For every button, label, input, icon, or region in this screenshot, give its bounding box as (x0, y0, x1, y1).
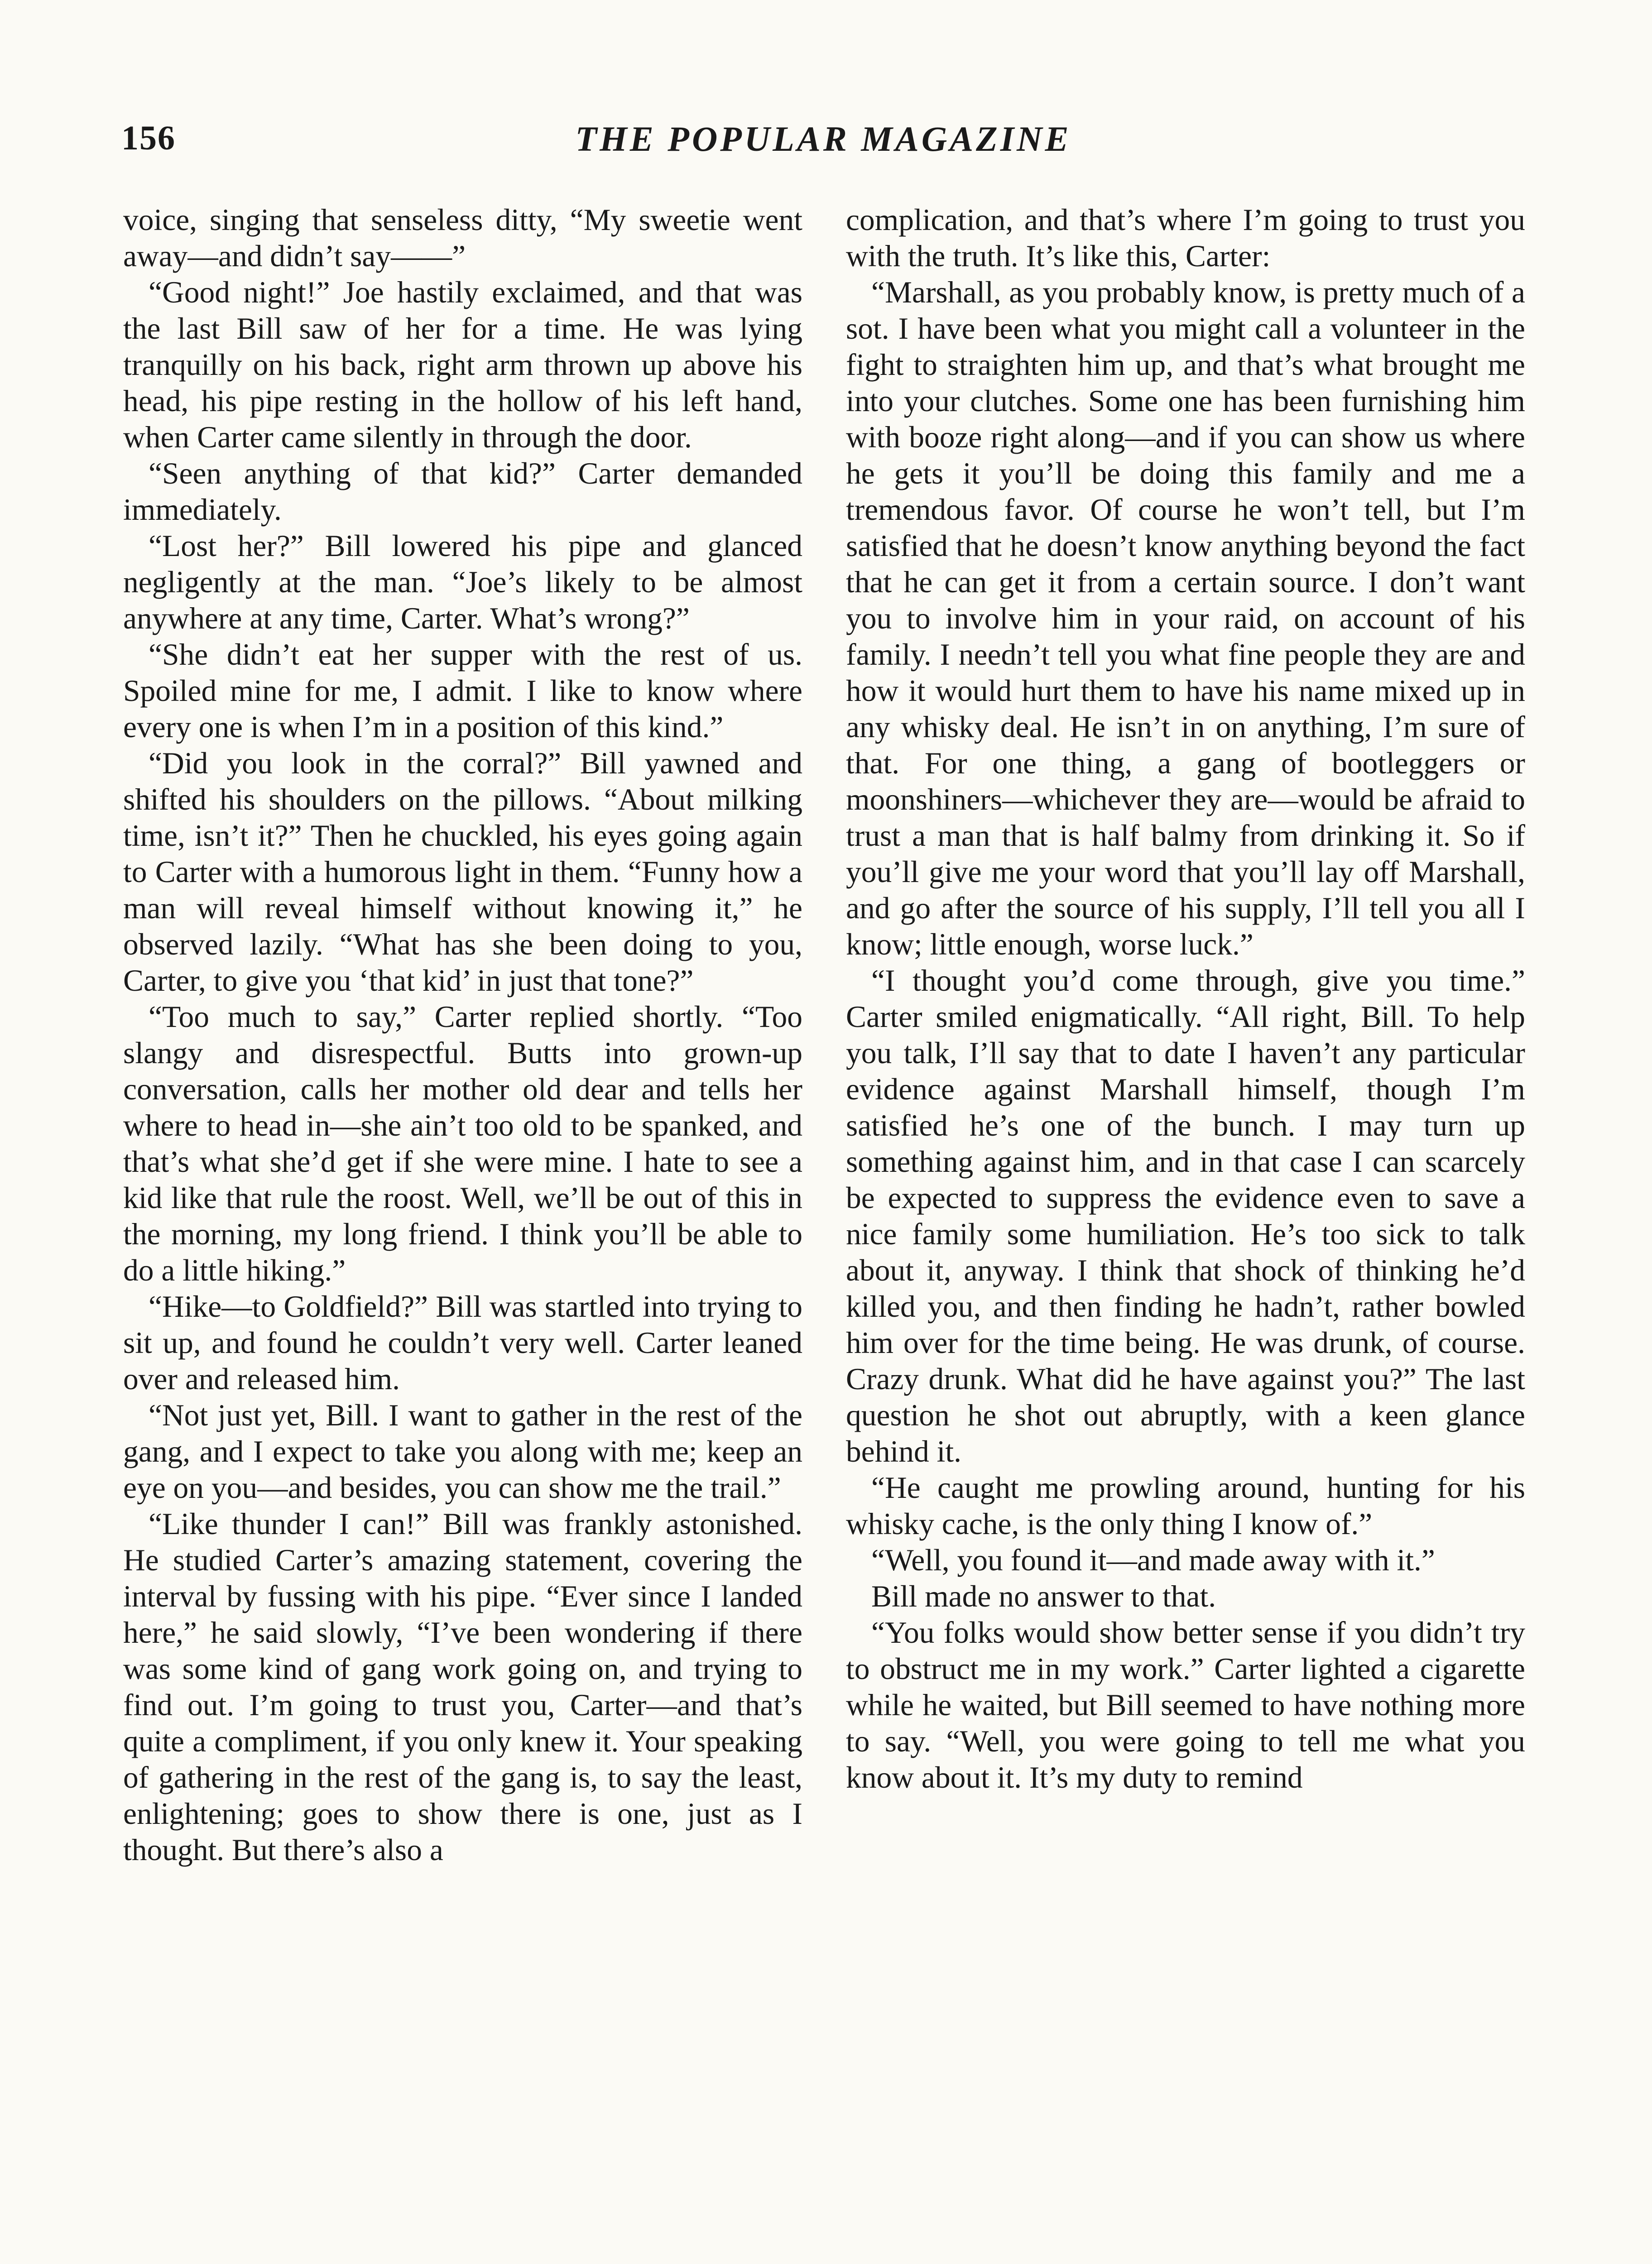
right-column (846, 202, 1525, 2264)
page-number: 156 (121, 119, 176, 157)
paragraph: “Well, you found it—and made away with it.” (871, 1543, 1435, 1577)
paragraph: “Not just yet, Bill. I want to gather in the rest of the gang, and I expect to take you along with me; keep an eye on you—and besides, you can show me the trail.” (123, 1398, 802, 1505)
paragraph: “I thought you’d come through, give you time.” Carter smiled enigmatically. “All right, Bill. To help you talk, I’ll say that to date I haven’t any particular evidence against Marshall himself, though I’m satisfied he’s one of the bunch. I may turn up something against him, and in that case I can scarcely be expected to suppress the evidence even to save a nice family some humiliation. He’s too sick to talk about it, anyway. I think that shock of thinking he’d killed you, and then finding he hadn’t, rather bowled him over for the time being. He was drunk, of course. Crazy drunk. What did he have against you?” The last question he shot out abruptly, with a keen glance behind it. (846, 964, 1525, 1468)
running-title: THE POPULAR MAGAZINE (575, 119, 1071, 158)
paragraph: “Good night!” Joe hastily exclaimed, and that was the last Bill saw of her for a time. He was lying tranquilly on his back, right arm thrown up above his head, his pipe resting in the hollow of his left hand, when Carter came silently in through the door. (123, 275, 802, 454)
paragraph: “He caught me prowling around, hunting for his whisky cache, is the only thing I know of.” (846, 1471, 1525, 1541)
paragraph: “Like thunder I can!” Bill was frankly astonished. He studied Carter’s amazing statement, covering the interval by fussing with his pipe. “Ever since I landed here,” he said slowly, “I’ve been wondering if there was some kind of gang work going on, and trying to find out. I’m going to trust you, Carter—and that’s quite a compliment, if you only knew it. Your speaking of gathering in the rest of the gang is, to say the least, enlightening; goes to show there is one, just as I thought. But there’s also a (123, 1507, 802, 1867)
paragraph: “Did you look in the corral?” Bill yawned and shifted his shoulders on the pillows. “About milking time, isn’t it?” Then he chuckled, his eyes going again to Carter with a humorous light in them. “Funny how a man will reveal himself without knowing it,” he observed lazily. “What has she been doing to you, Carter, to give you ‘that kid’ in just that tone?” (123, 746, 802, 998)
paragraph: “Hike—to Goldfield?” Bill was startled into trying to sit up, and found he couldn’t very well. Carter leaned over and released him. (123, 1290, 802, 1396)
paragraph: Bill made no answer to that. (871, 1579, 1216, 1613)
paragraph: “You folks would show better sense if you didn’t try to obstruct me in my work.” Carter lighted a cigarette while he waited, but Bill seemed to have nothing more to say. “Well, you were going to tell me what you know about it. It’s my duty to remind (846, 1616, 1525, 1794)
paragraph: “Seen anything of that kid?” Carter demanded immediately. (123, 456, 802, 527)
page-header (121, 114, 1525, 168)
left-column (123, 202, 802, 2264)
paragraph: “She didn’t eat her supper with the rest of us. Spoiled mine for me, I admit. I like to know where every one is when I’m in a position of this kind.” (123, 638, 802, 744)
paragraph: “Lost her?” Bill lowered his pipe and glanced negligently at the man. “Joe’s likely to be almost anywhere at any time, Carter. What’s wrong?” (123, 529, 802, 635)
paragraph: “Too much to say,” Carter replied shortly. “Too slangy and disrespectful. Butts into grown-up conversation, calls her mother old dear and tells her where to head in—she ain’t too old to be spanked, and that’s what she’d get if she were mine. I hate to see a kid like that rule the roost. Well, we’ll be out of this in the morning, my long friend. I think you’ll be able to do a little hiking.” (123, 1000, 802, 1287)
paragraph: voice, singing that senseless ditty, “My sweetie went away—and didn’t say——” (123, 203, 802, 273)
paragraph: complication, and that’s where I’m going to trust you with the truth. It’s like this, Carter: (846, 203, 1525, 273)
paragraph: “Marshall, as you probably know, is pretty much of a sot. I have been what you might call a volunteer in the fight to straighten him up, and that’s what brought me into your clutches. Some one has been furnishing him with booze right along—and if you can show us where he gets it you’ll be doing this family and me a tremendous favor. Of course he won’t tell, but I’m satisfied that he doesn’t know anything beyond the fact that he can get it from a certain source. I don’t want you to involve him in your raid, on account of his family. I needn’t tell you what fine people they are and how it would hurt them to have his name mixed up in any whisky deal. He isn’t in on anything, I’m sure of that. For one thing, a gang of bootleggers or moonshiners—whichever they are—would be afraid to trust a man that is half balmy from drinking it. So if you’ll give me your word that you’ll lay off Marshall, and go after the source of his supply, I’ll tell you all I know; little enough, worse luck.” (846, 275, 1525, 961)
